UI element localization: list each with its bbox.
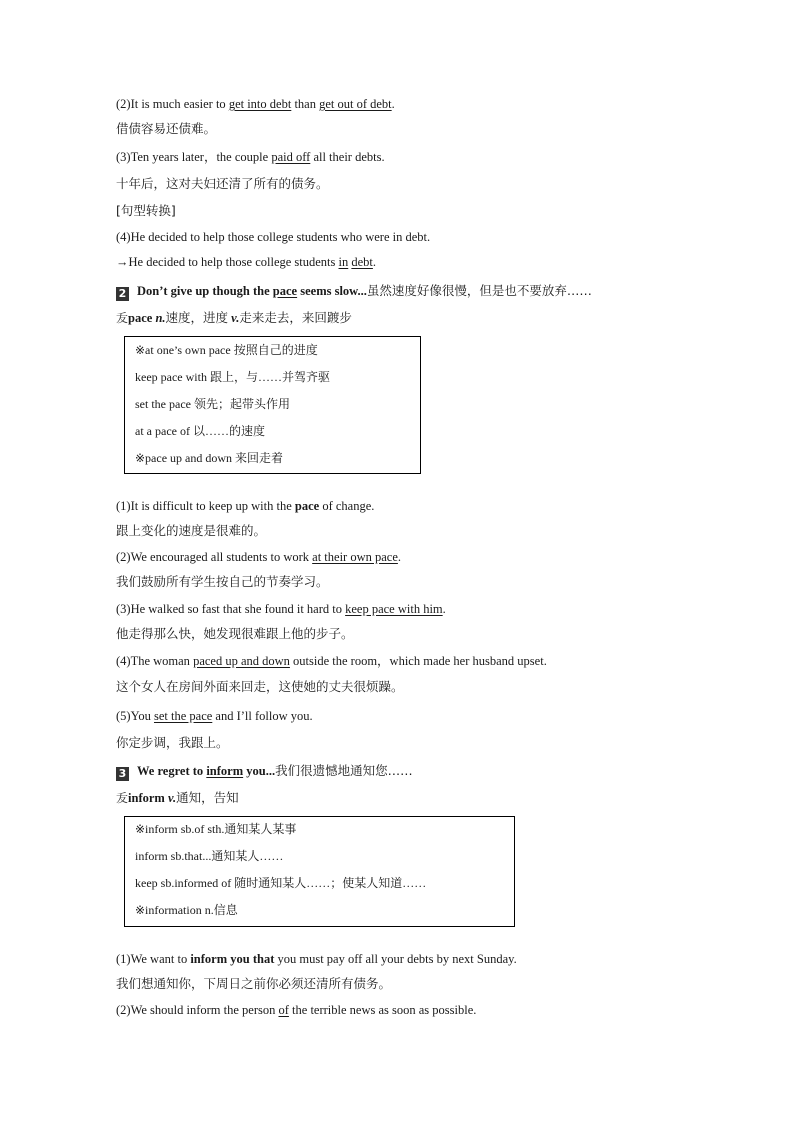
text: →He decided to help those college students bbox=[116, 255, 339, 269]
answer-underline: keep pace with him bbox=[345, 602, 443, 616]
phrase-item: at a pace of 以……的速度 bbox=[135, 424, 265, 438]
text: . bbox=[442, 602, 446, 616]
debt-example-4: (4)He decided to help those college students who were in debt. bbox=[116, 230, 431, 244]
inform-example-1-translation: 我们想通知你，下周日之前你必须还清所有债务。 bbox=[116, 976, 392, 991]
title-text: seems slow... bbox=[297, 284, 367, 298]
text: (5)You bbox=[116, 709, 154, 723]
debt-example-3 bbox=[116, 149, 385, 165]
section-number-badge: 2 bbox=[116, 287, 129, 301]
title-keyword: pace bbox=[272, 284, 298, 298]
debt-example-2 bbox=[116, 96, 395, 112]
answer-underline: set the pace bbox=[153, 709, 213, 723]
text: . bbox=[397, 550, 402, 564]
inform-entry bbox=[116, 790, 239, 806]
debt-example-4-rewrite bbox=[116, 254, 376, 270]
answer-underline: debt bbox=[351, 255, 373, 269]
text: (1)We want to bbox=[116, 952, 191, 966]
text: (2)We should inform the person bbox=[116, 1003, 279, 1017]
debt-example-3-translation: 十年后，这对夫妇还清了所有的债务。 bbox=[116, 176, 329, 191]
title-text: Don’t give up though the bbox=[137, 284, 273, 298]
inform-phrase-box bbox=[124, 816, 515, 927]
definition: 通知，告知 bbox=[176, 790, 239, 805]
text: . bbox=[391, 97, 395, 111]
part-of-speech: n. bbox=[155, 311, 166, 325]
bold-keyword: inform you that bbox=[190, 952, 275, 966]
inform-example-2 bbox=[116, 1002, 476, 1018]
section-number-badge: 3 bbox=[116, 767, 129, 781]
pace-example-5-translation: 你定步调，我跟上。 bbox=[116, 735, 229, 750]
text: of change. bbox=[319, 499, 375, 513]
answer-underline: in bbox=[338, 255, 349, 269]
entry-word: inform bbox=[128, 791, 165, 805]
title-text: you... bbox=[243, 764, 276, 778]
inform-example-1 bbox=[116, 951, 517, 967]
text: and I’ll follow you. bbox=[212, 709, 313, 723]
phrase-item: ※information n.信息 bbox=[135, 903, 238, 917]
definition: 走来走去，来回踱步 bbox=[239, 310, 352, 325]
text: (4)The woman bbox=[116, 654, 194, 668]
pace-example-4 bbox=[116, 653, 547, 669]
sentence-transform-heading: [句型转换] bbox=[116, 203, 176, 218]
phrase-item: ※inform sb.of sth.通知某人某事 bbox=[135, 822, 297, 836]
pace-example-3 bbox=[116, 601, 446, 617]
pace-example-4-translation: 这个女人在房间外面来回走，这使她的丈夫很烦躁。 bbox=[116, 679, 404, 694]
bold-keyword: pace bbox=[294, 499, 320, 513]
pace-example-2-translation: 我们鼓励所有学生按自己的节奏学习。 bbox=[116, 574, 329, 589]
answer-underline: paid off bbox=[271, 150, 311, 164]
text: you must pay off all your debts by next Sunday. bbox=[274, 952, 517, 966]
phrase-item: ※pace up and down 来回走着 bbox=[135, 451, 284, 465]
text: (3)He walked so fast that she found it hard to bbox=[116, 602, 346, 616]
entry-mark-icon: 叐 bbox=[116, 311, 129, 325]
title-keyword: inform bbox=[206, 764, 244, 778]
phrase-item: ※at one’s own pace 按照自己的进度 bbox=[135, 343, 318, 357]
part-of-speech: v. bbox=[167, 791, 177, 805]
pace-example-1 bbox=[116, 498, 374, 514]
title-translation: 我们很遗憾地通知您…… bbox=[275, 763, 413, 778]
part-of-speech: v. bbox=[231, 311, 240, 325]
definition: 速度，进度 bbox=[165, 310, 229, 325]
phrase-item: inform sb.that...通知某人…… bbox=[135, 849, 284, 863]
answer-underline: get into debt bbox=[228, 97, 292, 111]
text: (1)It is difficult to keep up with the bbox=[116, 499, 295, 513]
text: outside the room，which made her husband upset. bbox=[289, 654, 547, 668]
pace-phrase-box bbox=[124, 336, 421, 474]
pace-example-1-translation: 跟上变化的速度是很难的。 bbox=[116, 523, 267, 538]
pace-example-3-translation: 他走得那么快，她发现很难跟上他的步子。 bbox=[116, 626, 354, 641]
text: . bbox=[372, 255, 377, 269]
answer-underline: get out of debt bbox=[319, 97, 392, 111]
title-translation: 虽然速度好像很慢，但是也不要放弃…… bbox=[366, 283, 592, 298]
text: than bbox=[291, 97, 320, 111]
text: the terrible news as soon as possible. bbox=[288, 1003, 477, 1017]
pace-section-title bbox=[116, 283, 592, 301]
answer-underline: at their own pace bbox=[312, 550, 398, 564]
text: (2)We encouraged all students to work bbox=[116, 550, 313, 564]
phrase-item: set the pace 领先；起带头作用 bbox=[135, 397, 290, 411]
title-text: We regret to bbox=[137, 764, 207, 778]
pace-example-2 bbox=[116, 549, 401, 565]
phrase-item: keep pace with 跟上，与……并驾齐驱 bbox=[135, 370, 330, 384]
pace-example-5 bbox=[116, 708, 313, 724]
answer-underline: of bbox=[278, 1003, 289, 1017]
text: all their debts. bbox=[310, 150, 385, 164]
text: (3)Ten years later，the couple bbox=[116, 150, 272, 164]
entry-word: pace bbox=[128, 311, 153, 325]
pace-entry bbox=[116, 310, 352, 326]
answer-underline: paced up and down bbox=[193, 654, 290, 668]
entry-mark-icon: 叐 bbox=[116, 791, 129, 805]
text: (2)It is much easier to bbox=[116, 97, 229, 111]
debt-example-2-translation: 借债容易还债难。 bbox=[116, 121, 217, 136]
inform-section-title bbox=[116, 763, 413, 781]
phrase-item: keep sb.informed of 随时通知某人……；使某人知道…… bbox=[135, 876, 427, 890]
